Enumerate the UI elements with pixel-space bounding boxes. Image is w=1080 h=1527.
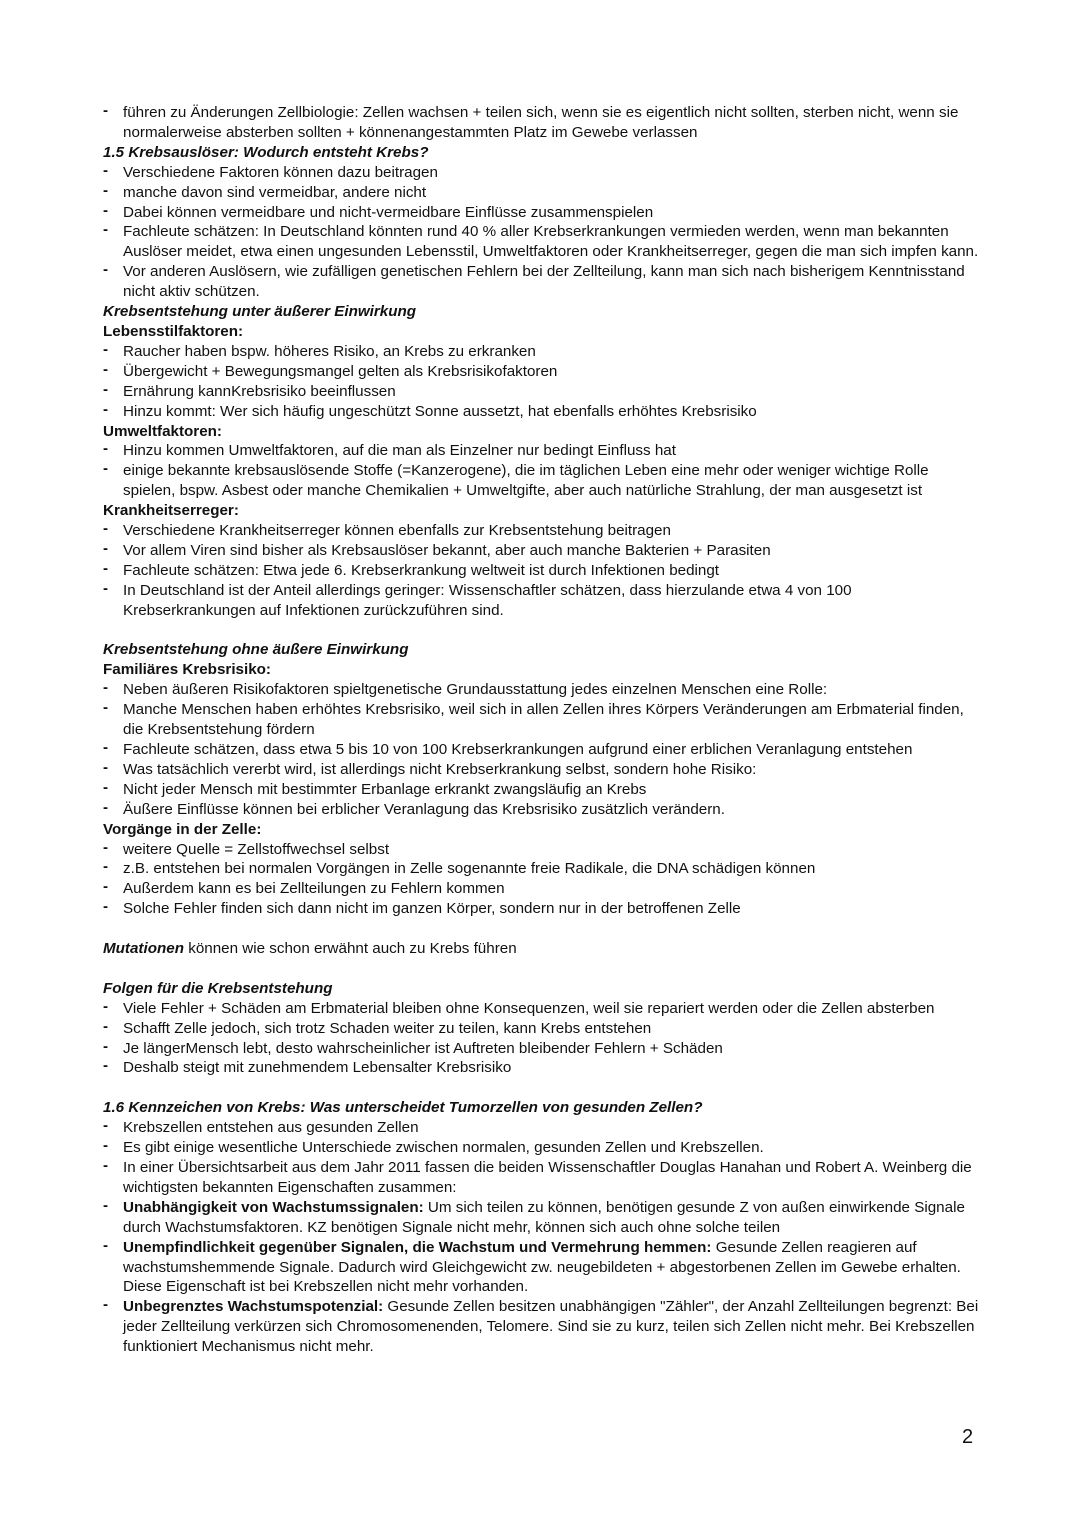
feature-term: Unempfindlichkeit gegenüber Signalen, die Wachstum und Vermehrung hemmen: [123, 1238, 712, 1256]
subheading-familie: Familiäres Krebsrisiko: [103, 661, 271, 679]
subheading-erreger: Krankheitserreger: [103, 502, 239, 520]
feature-text: Gesunde Zellen reagieren auf wachstumshemmende Signale. Dadurch wird Gleichgewicht zw. neugebildeten + abgestorbenen Zellen im Gewebe erhalten. Diese Eigenschaft ist bei Krebszellen nicht mehr vorhanden. [123, 1238, 961, 1296]
subheading-lebensstil: Lebensstilfaktoren: [103, 322, 244, 340]
list-item: - Vor anderen Auslösern, wie zufälligen genetischen Fehlern bei der Zellteilung, kann man sich nach bisherigem Kenntnisstand nicht aktiv schützen. [103, 262, 983, 302]
list-item: - Fachleute schätzen: In Deutschland könnten rund 40 % aller Krebserkrankungen vermieden werden, wenn man bekannten Auslöser meidet, etwa einen ungesunden Lebensstil, Umweltfaktoren oder Krankheitserreger, gegen die man sich impfen kann. [103, 222, 983, 262]
list-item: - Viele Fehler + Schäden am Erbmaterial bleiben ohne Konsequenzen, weil sie repariert werden oder die Zellen absterben [103, 999, 983, 1019]
list-item: - Raucher haben bspw. höheres Risiko, an Krebs zu erkranken [103, 342, 983, 362]
section-heading-1-6: 1.6 Kennzeichen von Krebs: Was unterscheidet Tumorzellen von gesunden Zellen? [103, 1099, 703, 1117]
list-item: - Nicht jeder Mensch mit bestimmter Erbanlage erkrankt zwangsläufig an Krebs [103, 780, 983, 800]
list-item: - Vor allem Viren sind bisher als Krebsauslöser bekannt, aber auch manche Bakterien + Parasiten [103, 541, 983, 561]
list-item: - Dabei können vermeidbare und nicht-vermeidbare Einflüsse zusammenspielen [103, 203, 983, 223]
feature-term: Unbegrenztes Wachstumspotenzial: [123, 1298, 384, 1316]
list-item: - Neben äußeren Risikofaktoren spieltgenetische Grundausstattung jedes einzelnen Menschen eine Rolle: [103, 680, 983, 700]
list-item: - Verschiedene Krankheitserreger können ebenfalls zur Krebsentstehung beitragen [103, 521, 983, 541]
feature-item [103, 1198, 983, 1238]
section-heading-1-5: 1.5 Krebsauslöser: Wodurch entsteht Krebs? [103, 143, 429, 161]
list-item: - Es gibt einige wesentliche Unterschiede zwischen normalen, gesunden Zellen und Krebszellen. [103, 1138, 983, 1158]
list-item: - Was tatsächlich vererbt wird, ist allerdings nicht Krebserkrankung selbst, sondern hohe Risiko: [103, 760, 983, 780]
list-item: - Krebszellen entstehen aus gesunden Zellen [103, 1118, 983, 1138]
list-item: - Außerdem kann es bei Zellteilungen zu Fehlern kommen [103, 879, 983, 899]
list-item: - Fachleute schätzen: Etwa jede 6. Krebserkrankung weltweit ist durch Infektionen bedingt [103, 561, 983, 581]
list-item: - Übergewicht + Bewegungsmangel gelten als Krebsrisikofaktoren [103, 362, 983, 382]
spacer [103, 959, 983, 979]
list-item: - Ernährung kannKrebsrisiko beeinflussen [103, 382, 983, 402]
list-item: - Verschiedene Faktoren können dazu beitragen [103, 163, 983, 183]
spacer [103, 919, 983, 939]
list-item: - Je längerMensch lebt, desto wahrscheinlicher ist Auftreten bleibender Fehlern + Schäden [103, 1039, 983, 1059]
list-item: - Deshalb steigt mit zunehmendem Lebensalter Krebsrisiko [103, 1058, 983, 1078]
subheading-zelle: Vorgänge in der Zelle: [103, 820, 262, 838]
feature-item [103, 1238, 983, 1298]
spacer [103, 621, 983, 641]
subsection-heading-aussen: Krebsentstehung unter äußerer Einwirkung [103, 303, 417, 321]
list-item: - Hinzu kommen Umweltfaktoren, auf die man als Einzelner nur bedingt Einfluss hat [103, 441, 983, 461]
list-item: - weitere Quelle = Zellstoffwechsel selbst [103, 840, 983, 860]
mutationen-term: Mutationen [103, 940, 184, 958]
list-item: - Solche Fehler finden sich dann nicht im ganzen Körper, sondern nur in der betroffenen Zelle [103, 899, 983, 919]
list-item: - Fachleute schätzen, dass etwa 5 bis 10 von 100 Krebserkrankungen aufgrund einer erblichen Veranlagung entstehen [103, 740, 983, 760]
feature-text: Gesunde Zellen besitzen unabhängigen "Zähler", der Anzahl Zellteilungen begrenzt: Bei jeder Zellteilung verkürzen sich Chromosomenenden, Telomere. Sind sie zu kurz, teilen sich Zellen nicht mehr. Bei Krebszellen funktioniert Mechanismus nicht mehr. [123, 1298, 979, 1356]
list-item: - In einer Übersichtsarbeit aus dem Jahr 2011 fassen die beiden Wissenschaftler Douglas Hanahan und Robert A. Weinberg die wichtigsten bekannten Eigenschaften zusammen: [103, 1158, 983, 1198]
subheading-umwelt: Umweltfaktoren: [103, 422, 222, 440]
list-item: - einige bekannte krebsauslösende Stoffe (=Kanzerogene), die im täglichen Leben eine mehr oder weniger wichtige Rolle spielen, bspw. Asbest oder manche Chemikalien + Umweltgifte, aber auch natürliche Strahlung, der man ausgesetzt ist [103, 461, 983, 501]
feature-text: Um sich teilen zu können, benötigen gesunde Z von außen einwirkende Signale durch Wachstumsfaktoren. KZ benötigen Signale nicht mehr, können sich auch ohne solche teilen [123, 1198, 965, 1236]
spacer [103, 1078, 983, 1098]
mutationen-paragraph [103, 939, 983, 959]
document-page [103, 103, 983, 1357]
intro-bullet: - führen zu Änderungen Zellbiologie: Zellen wachsen + teilen sich, wenn sie es eigentlich nicht sollten, sterben nicht, wenn sie normalerweise absterben sollten + könnenangestammten Platz im Gewebe verlassen [103, 103, 983, 143]
subsection-heading-folgen: Folgen für die Krebsentstehung [103, 979, 333, 997]
subsection-heading-ohne: Krebsentstehung ohne äußere Einwirkung [103, 641, 409, 659]
list-item: - Schafft Zelle jedoch, sich trotz Schaden weiter zu teilen, kann Krebs entstehen [103, 1019, 983, 1039]
list-item: - manche davon sind vermeidbar, andere nicht [103, 183, 983, 203]
feature-term: Unabhängigkeit von Wachstumssignalen: [123, 1198, 424, 1216]
list-item: - z.B. entstehen bei normalen Vorgängen in Zelle sogenannte freie Radikale, die DNA schädigen können [103, 859, 983, 879]
mutationen-text: können wie schon erwähnt auch zu Krebs führen [184, 940, 517, 958]
list-item: - Manche Menschen haben erhöhtes Krebsrisiko, weil sich in allen Zellen ihres Körpers Veränderungen am Erbmaterial finden, die Krebsentstehung fördern [103, 700, 983, 740]
page-number: 2 [962, 1426, 974, 1448]
list-item: - In Deutschland ist der Anteil allerdings geringer: Wissenschaftler schätzen, dass hierzulande etwa 4 von 100 Krebserkrankungen auf Infektionen zurückzuführen sind. [103, 581, 983, 621]
list-item: - Äußere Einflüsse können bei erblicher Veranlagung das Krebsrisiko zusätzlich verändern. [103, 800, 983, 820]
feature-item [103, 1297, 983, 1357]
list-item: - Hinzu kommt: Wer sich häufig ungeschützt Sonne aussetzt, hat ebenfalls erhöhtes Krebsrisiko [103, 402, 983, 422]
